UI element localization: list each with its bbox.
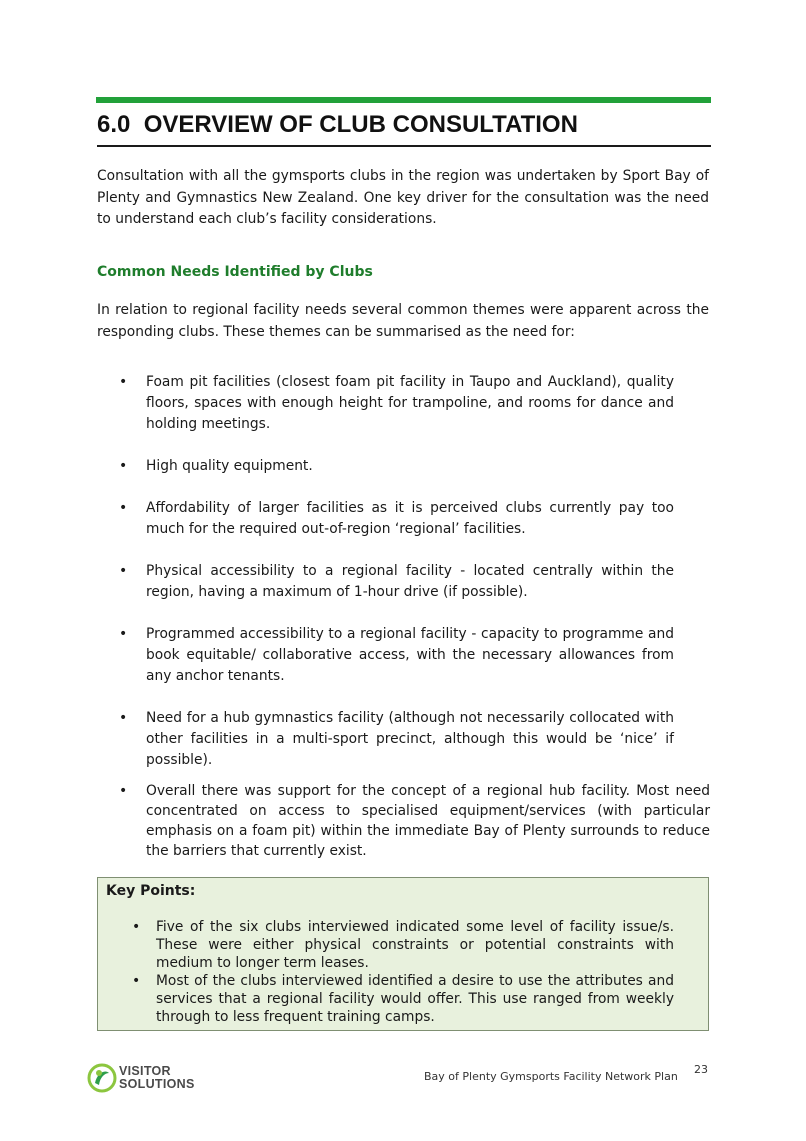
logo-text-line1: VISITOR [119, 1064, 171, 1078]
bullet-icon: • [119, 626, 128, 642]
logo-icon [87, 1061, 117, 1095]
intro-paragraph: Consultation with all the gymsports clubs in the region was undertaken by Sport Bay of Plenty and Gymnastics New Zealand. One key driver for the consultation was the need to understand each club’s facility considerations. [97, 168, 709, 227]
list-item: • Affordability of larger facilities as it is perceived clubs currently pay too much for the required out-of-region ‘regional’ facilities. [119, 500, 674, 537]
subheading: Common Needs Identified by Clubs [97, 264, 373, 280]
page-number: 23 [694, 1063, 708, 1076]
list-item: • Programmed accessibility to a regional facility - capacity to programme and book equitable/ collaborative access, with the necessary allowances from any anchor tenants. [119, 626, 674, 684]
list-item: • High quality equipment. [0, 456, 674, 477]
list-item: • Foam pit facilities (closest foam pit facility in Taupo and Auckland), quality floors, spaces with enough height for trampoline, and rooms for dance and holding meetings. [119, 374, 674, 432]
section-title: OVERVIEW OF CLUB CONSULTATION [143, 111, 578, 138]
visitor-solutions-logo [87, 1061, 207, 1097]
bullet-icon: • [119, 783, 128, 799]
needs-list [0, 372, 806, 861]
bullet-icon: • [119, 458, 128, 474]
bullet-icon: • [119, 374, 128, 390]
bullet-icon: • [132, 919, 141, 935]
key-points-box [97, 877, 709, 1031]
section-number: 6.0 [97, 111, 131, 138]
key-points-title: Key Points: [106, 883, 196, 899]
list-item: • Need for a hub gymnastics facility (although not necessarily collocated with other facilities in a multi-sport precinct, although this would be ‘nice’ if possible). [119, 710, 674, 768]
section-heading [97, 108, 711, 147]
bullet-icon: • [119, 563, 128, 579]
list-item: • Physical accessibility to a regional facility - located centrally within the region, having a maximum of 1-hour drive (if possible). [119, 563, 674, 600]
key-points-list [98, 918, 708, 1026]
list-item: • Most of the clubs interviewed identified a desire to use the attributes and services that a regional facility would offer. This use ranged from weekly through to less frequent training camps. [132, 973, 674, 1025]
bullet-icon: • [119, 500, 128, 516]
themes-paragraph: In relation to regional facility needs several common themes were apparent across the responding clubs. These themes can be summarised as the need for: [97, 302, 709, 340]
footer-document-title: Bay of Plenty Gymsports Facility Network Plan [424, 1070, 678, 1083]
bullet-icon: • [132, 973, 141, 989]
logo-text-line2: SOLUTIONS [119, 1077, 195, 1091]
list-item: • Overall there was support for the concept of a regional hub facility. Most need concentrated on access to specialised equipment/services (with particular emphasis on a foam pit) within the immediate Bay of Plenty surrounds to reduce the barriers that currently exist. [119, 783, 710, 859]
list-item: • Five of the six clubs interviewed indicated some level of facility issue/s. These were either physical constraints or potential constraints with medium to longer term leases. [132, 919, 674, 971]
bullet-icon: • [119, 710, 128, 726]
header-accent-rule [96, 97, 711, 103]
